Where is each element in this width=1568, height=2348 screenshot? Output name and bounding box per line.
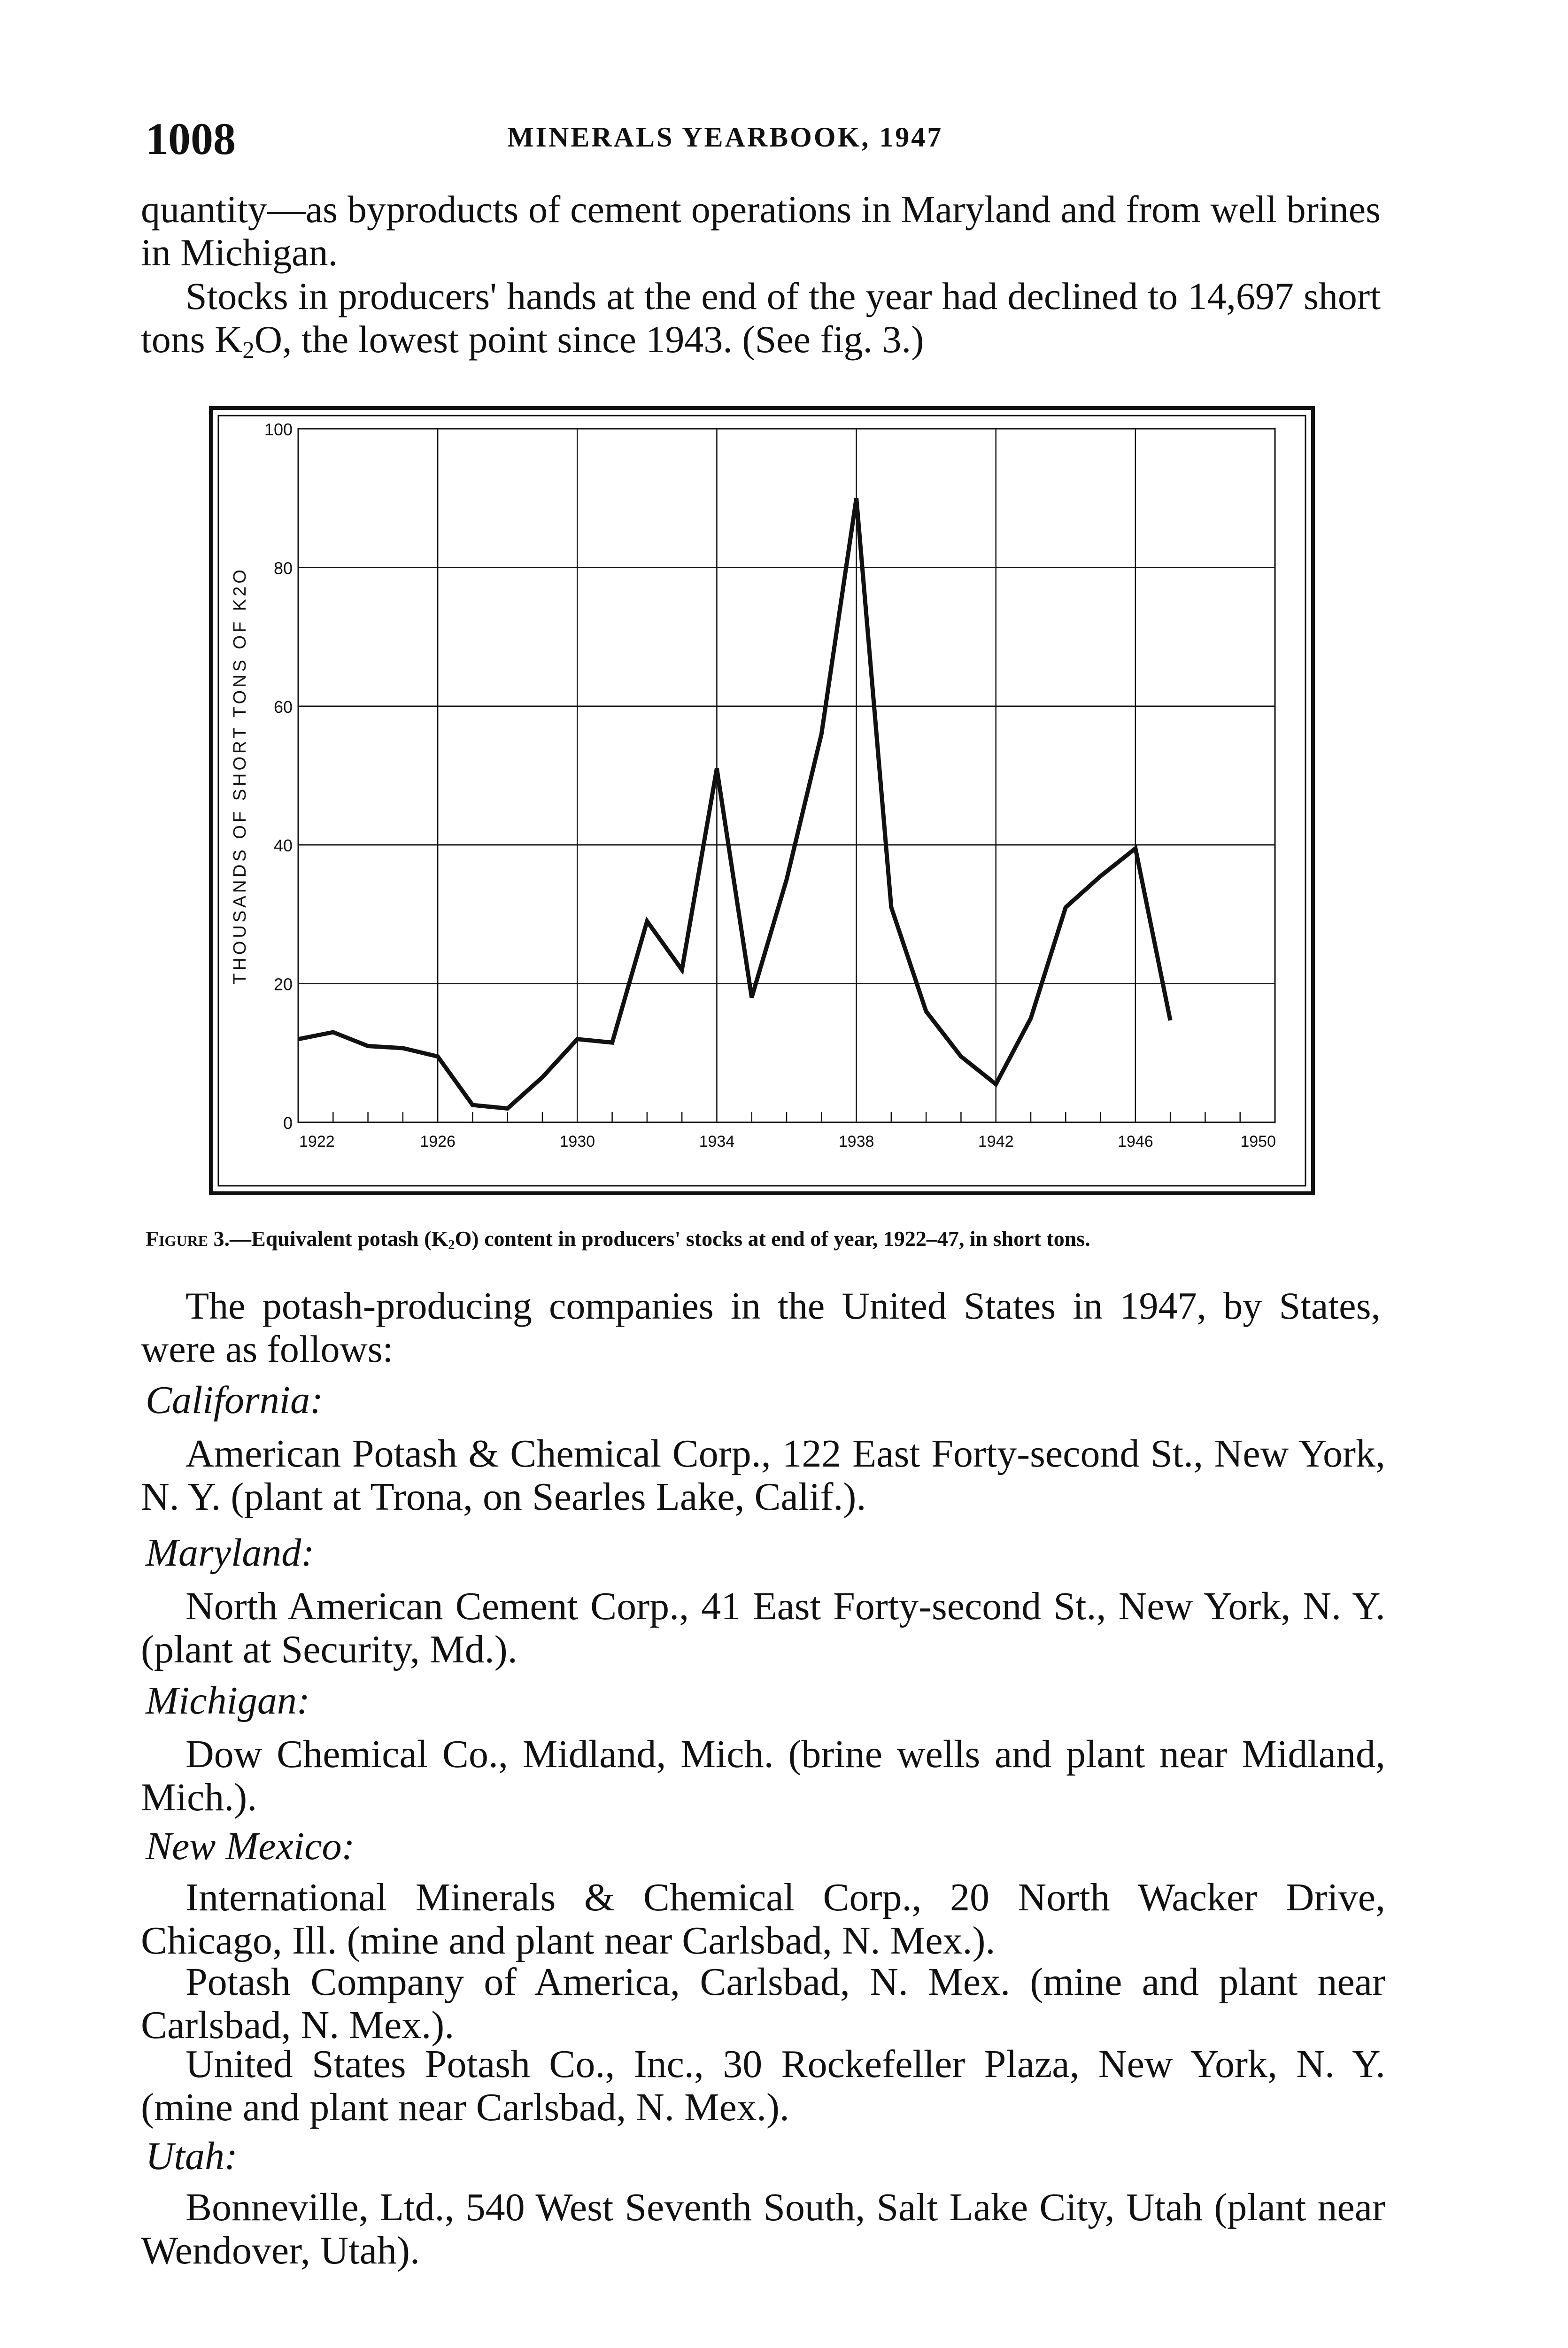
- y-axis-label: THOUSANDS OF SHORT TONS OF K2O: [230, 567, 250, 984]
- caption-subscript: 2: [448, 1238, 455, 1253]
- company-entry: International Minerals & Chemical Corp., 20 North Wacker Drive, Chicago, Ill. (mine and plant near Carlsbad, N. Mex.).: [141, 1876, 1385, 1962]
- chart-outer-frame: [211, 408, 1313, 1193]
- y-tick-label: 80: [273, 558, 293, 578]
- state-heading-california: California:: [146, 1378, 324, 1422]
- state-heading-maryland: Maryland:: [146, 1531, 315, 1575]
- company-entry: American Potash & Chemical Corp., 122 East Forty-second St., New York, N. Y. (plant at Trona, on Searles Lake, Calif.).: [141, 1432, 1385, 1519]
- chart-svg: [209, 406, 1315, 1195]
- intro-paragraph-stocks: [141, 275, 1381, 372]
- x-tick-label: 1930: [559, 1133, 595, 1151]
- y-tick-label: 0: [283, 1113, 293, 1133]
- state-heading-utah: Utah:: [146, 2134, 238, 2178]
- x-tick-label: 1938: [838, 1133, 874, 1151]
- stocks-subscript: 2: [242, 337, 255, 363]
- state-heading-new-mexico: New Mexico:: [146, 1824, 355, 1868]
- x-tick-label: 1926: [420, 1133, 456, 1151]
- caption-text-end: O) content in producers' stocks at end of year, 1922–47, in short tons.: [455, 1227, 1090, 1251]
- y-tick-label: 60: [273, 697, 293, 717]
- company-entry: North American Cement Corp., 41 East Forty-second St., New York, N. Y. (plant at Security, Md.).: [141, 1584, 1385, 1671]
- intro-paragraph-continued: quantity—as byproducts of cement operations in Maryland and from well brines in Michigan.: [141, 188, 1381, 274]
- figure-caption: [146, 1226, 1385, 1259]
- state-heading-michigan: Michigan:: [146, 1679, 310, 1722]
- x-tick-label: 1942: [978, 1133, 1014, 1151]
- company-entry: Bonneville, Ltd., 540 West Seventh South, Salt Lake City, Utah (plant near Wendover, Utah).: [141, 2186, 1385, 2272]
- page-number: 1008: [146, 114, 236, 164]
- y-tick-label: 100: [264, 420, 293, 439]
- series-line: [298, 498, 1170, 1109]
- x-tick-label: 1934: [699, 1133, 735, 1151]
- company-entry: United States Potash Co., Inc., 30 Rockefeller Plaza, New York, N. Y. (mine and plant near Carlsbad, N. Mex.).: [141, 2042, 1385, 2129]
- stocks-text-end: O, the lowest point since 1943. (See fig. 3.): [254, 318, 924, 361]
- companies-intro: The potash-producing companies in the United States in 1947, by States, were as follows:: [141, 1284, 1381, 1370]
- company-entry: Dow Chemical Co., Midland, Mich. (brine wells and plant near Midland, Mich.).: [141, 1732, 1385, 1819]
- chart-inner-frame: [218, 416, 1305, 1186]
- x-tick-label: 1946: [1118, 1133, 1153, 1151]
- y-tick-label: 20: [273, 974, 293, 994]
- company-entry: Potash Company of America, Carlsbad, N. Mex. (mine and plant near Carlsbad, N. Mex.).: [141, 1960, 1385, 2047]
- x-tick-label: 1950: [1240, 1133, 1276, 1151]
- figure-3-chart: [209, 406, 1315, 1195]
- x-tick-label: 1922: [299, 1133, 335, 1151]
- page-header: [146, 113, 1385, 169]
- stocks-text-start: Stocks in producers' hands at the end of the year had declined to 14,697 short tons K: [141, 275, 1381, 361]
- figure-label: Figure 3.: [146, 1227, 230, 1251]
- running-head: MINERALS YEARBOOK, 1947: [507, 122, 943, 153]
- chart-labels: [230, 420, 1276, 1151]
- y-tick-label: 40: [273, 836, 293, 856]
- caption-text-start: —Equivalent potash (K: [230, 1227, 448, 1251]
- chart-ticks: [333, 1112, 1240, 1122]
- chart-series: [298, 498, 1170, 1109]
- plot-area-border: [298, 429, 1275, 1122]
- chart-grid: [298, 429, 1275, 1122]
